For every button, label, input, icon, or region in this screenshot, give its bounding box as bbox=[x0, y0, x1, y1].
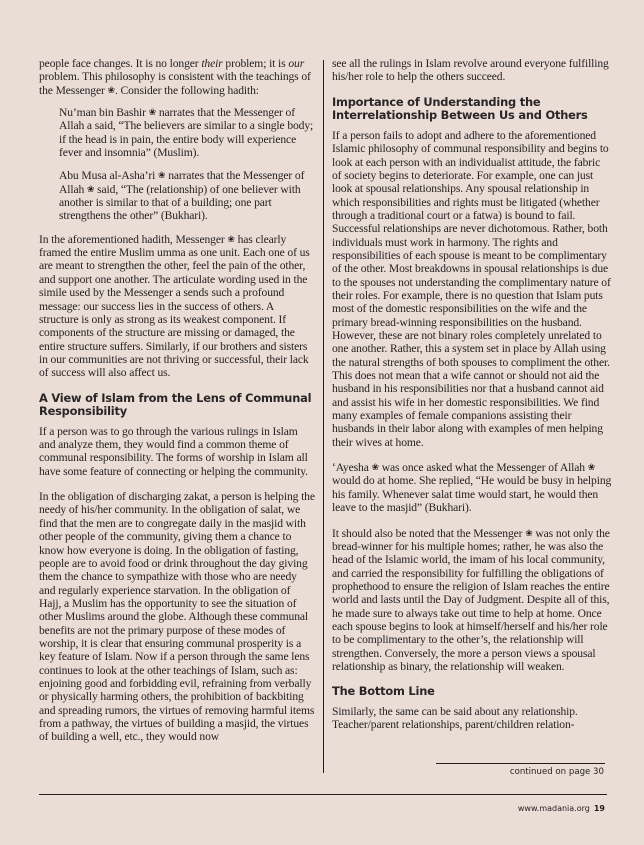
text: problem. This philosophy is consistent with the teachings of the Messenger bbox=[39, 70, 311, 97]
text: was not only the bread-winner for his multiple homes; rather, he was also the head of the Islamic world, the imam of his local community, and carried the responsibility for fulfilling the obligations of prophethood to ensure the religion of Islam reaches the entire world and lasts until the Day of Judgment. Despite all of this, he made sure to always take out time to help at home. Once each spouse begins to look at himself/herself and his/her role to be complimentary to the other’s, the relationship will strengthen. Conversely, the more a person views a spousal relationship as binary, the relationship will weaken. bbox=[332, 526, 610, 673]
text: Abu Musa al-Asha’ri bbox=[59, 169, 159, 183]
website-link[interactable]: www.madania.org bbox=[517, 804, 590, 813]
honorific-icon: ❀ bbox=[148, 107, 157, 118]
footer-rule bbox=[39, 794, 607, 795]
left-column bbox=[39, 57, 315, 756]
honorific-icon: ❀ bbox=[371, 462, 379, 473]
paragraph: If a person was to go through the various rulings in Islam and analyze them, they would find a common theme of communal responsibility. The forms of worship in Islam all have some feature of connecting or helping the community. bbox=[39, 424, 308, 478]
page-footer bbox=[518, 804, 605, 813]
paragraph bbox=[39, 57, 315, 97]
continued-on-page-link[interactable]: continued on page 30 bbox=[509, 767, 604, 777]
section-heading: A View of Islam from the Lens of Communal Responsibility bbox=[39, 390, 312, 419]
paragraph bbox=[332, 461, 612, 514]
right-column bbox=[332, 57, 612, 744]
honorific-icon: ❀ bbox=[107, 84, 115, 95]
text: ‘Ayesha bbox=[332, 461, 372, 475]
honorific-icon: ❀ bbox=[227, 233, 235, 244]
hadith-quote bbox=[59, 169, 315, 222]
text: problem; it is bbox=[222, 57, 289, 70]
emphasis-our: our bbox=[288, 57, 305, 70]
text: narrates that the Messenger of Allah bbox=[59, 169, 305, 196]
text: would do at home. She replied, “He would be busy in helping his family. Whenever salat time would start, he would then leave to the masjid” (Bukhari). bbox=[332, 474, 612, 515]
column-divider bbox=[323, 60, 324, 773]
section-heading: Importance of Understanding the Interrelationship Between Us and Others bbox=[332, 94, 588, 123]
text: . Consider the following hadith: bbox=[114, 83, 259, 97]
hadith-quote bbox=[59, 106, 315, 159]
honorific-icon: ❀ bbox=[587, 462, 596, 473]
paragraph: Similarly, the same can be said about any relationship. Teacher/parent relationships, parent/children relation- bbox=[332, 704, 578, 732]
paragraph: see all the rulings in Islam revolve around everyone fulfilling his/her role to help the others succeed. bbox=[332, 57, 609, 84]
paragraph bbox=[332, 527, 612, 674]
page-number: 19 bbox=[593, 804, 605, 813]
honorific-icon: ❀ bbox=[158, 170, 166, 181]
continued-rule bbox=[436, 763, 605, 764]
honorific-icon: ❀ bbox=[525, 527, 533, 538]
section-heading: The Bottom Line bbox=[332, 684, 435, 699]
text: people face changes. It is no longer bbox=[39, 57, 202, 70]
text: It should also be noted that the Messenger bbox=[332, 526, 526, 540]
paragraph: In the obligation of discharging zakat, a person is helping the needy of his/her community. In the obligation of salat, we find that the men are to congregate daily in the masjid with other people of the community, giving them a chance to know how everyone is doing. In the obligation of fasting, people are to avoid food or drink throughout the day giving them the chance to sympathize with those who are needy and regularly experience starvation. In the obligation of Hajj, a Muslim has the opportunity to see the situation of other Muslims around the globe. Although these communal benefits are not the primary purpose of these modes of worship, it is clear that ensuring communal prosperity is a key feature of Islam. Now if a person through the same lens continues to look at the other teachings of Islam, such as: enjoining good and forbidding evil, refraining from verbally or physically harming others, the prohibition of backbiting and spreading rumors, the virtues of removing harmful items from a pathway, the virtues of building a masjid, the virtues of building a well, etc., they would now bbox=[39, 490, 315, 744]
text: narrates that the Messenger of Allah a said, “The believers are similar to a single body; if the head is in pain, the entire body will experience fever and insomnia” (Muslim). bbox=[59, 106, 314, 160]
hadith-quote-block bbox=[39, 106, 315, 223]
text: In the aforementioned hadith, Messenger bbox=[39, 232, 228, 246]
paragraph: If a person fails to adopt and adhere to the aforementioned Islamic philosophy of communal responsibility and begins to look at each person with an individualist attitude, the fabric of society begins to deteriorate. For example, one can just look at spousal relationships. Any spousal relationship in which responsibilities and rights must be litigated (whether through a traditional court or a fatwa) is bound to fail. Successful relationships are never dichotomous. Rather, both individuals must work in harmony. The rights and responsibilities of each spouse is meant to be complimentary of the other. Most breakdowns in spousal relationships is due to the spouses not understanding the complimentary nature of their roles. For example, there is no question that Islam puts most of the domestic responsibilities on the wife and the primary bread-winning responsibilities on the husband. However, these are not binary roles completely unrelated to one another. Rather, this a system set in place by Allah using the natural strengths of both spouses to compliment the other. This does not mean that a wife cannot or should not aid the husband in his responsibilities nor that a husband cannot aid and assist his wife in her domestic responsibilities. We find many examples of female companions assisting their husbands in their labor along with examples of men helping their wives at home. bbox=[332, 128, 611, 449]
paragraph bbox=[39, 233, 315, 380]
text: said, “The (relationship) of one believer with another is similar to that of a building; one part strengthens the other” (Bukhari). bbox=[59, 182, 301, 223]
text: Nu’man bin Bashir bbox=[59, 106, 149, 120]
text: has clearly framed the entire Muslim umma as one unit. Each one of us are meant to strengthen the other, feel the pain of the other, and support one another. The articulate wording used in the simile used by the Messenger a sends such a profound message: our success lies in the success of others. A structure is only as strong as its weakest component. If components of the structure are missing or damaged, the entire structure suffers. Similarly, if our brothers and sisters in our communities are not thriving or successful, their lack of success will also affect us. bbox=[39, 232, 310, 380]
honorific-icon: ❀ bbox=[86, 183, 95, 194]
text: was once asked what the Messenger of Allah bbox=[378, 461, 588, 475]
emphasis-their: their bbox=[201, 57, 223, 70]
